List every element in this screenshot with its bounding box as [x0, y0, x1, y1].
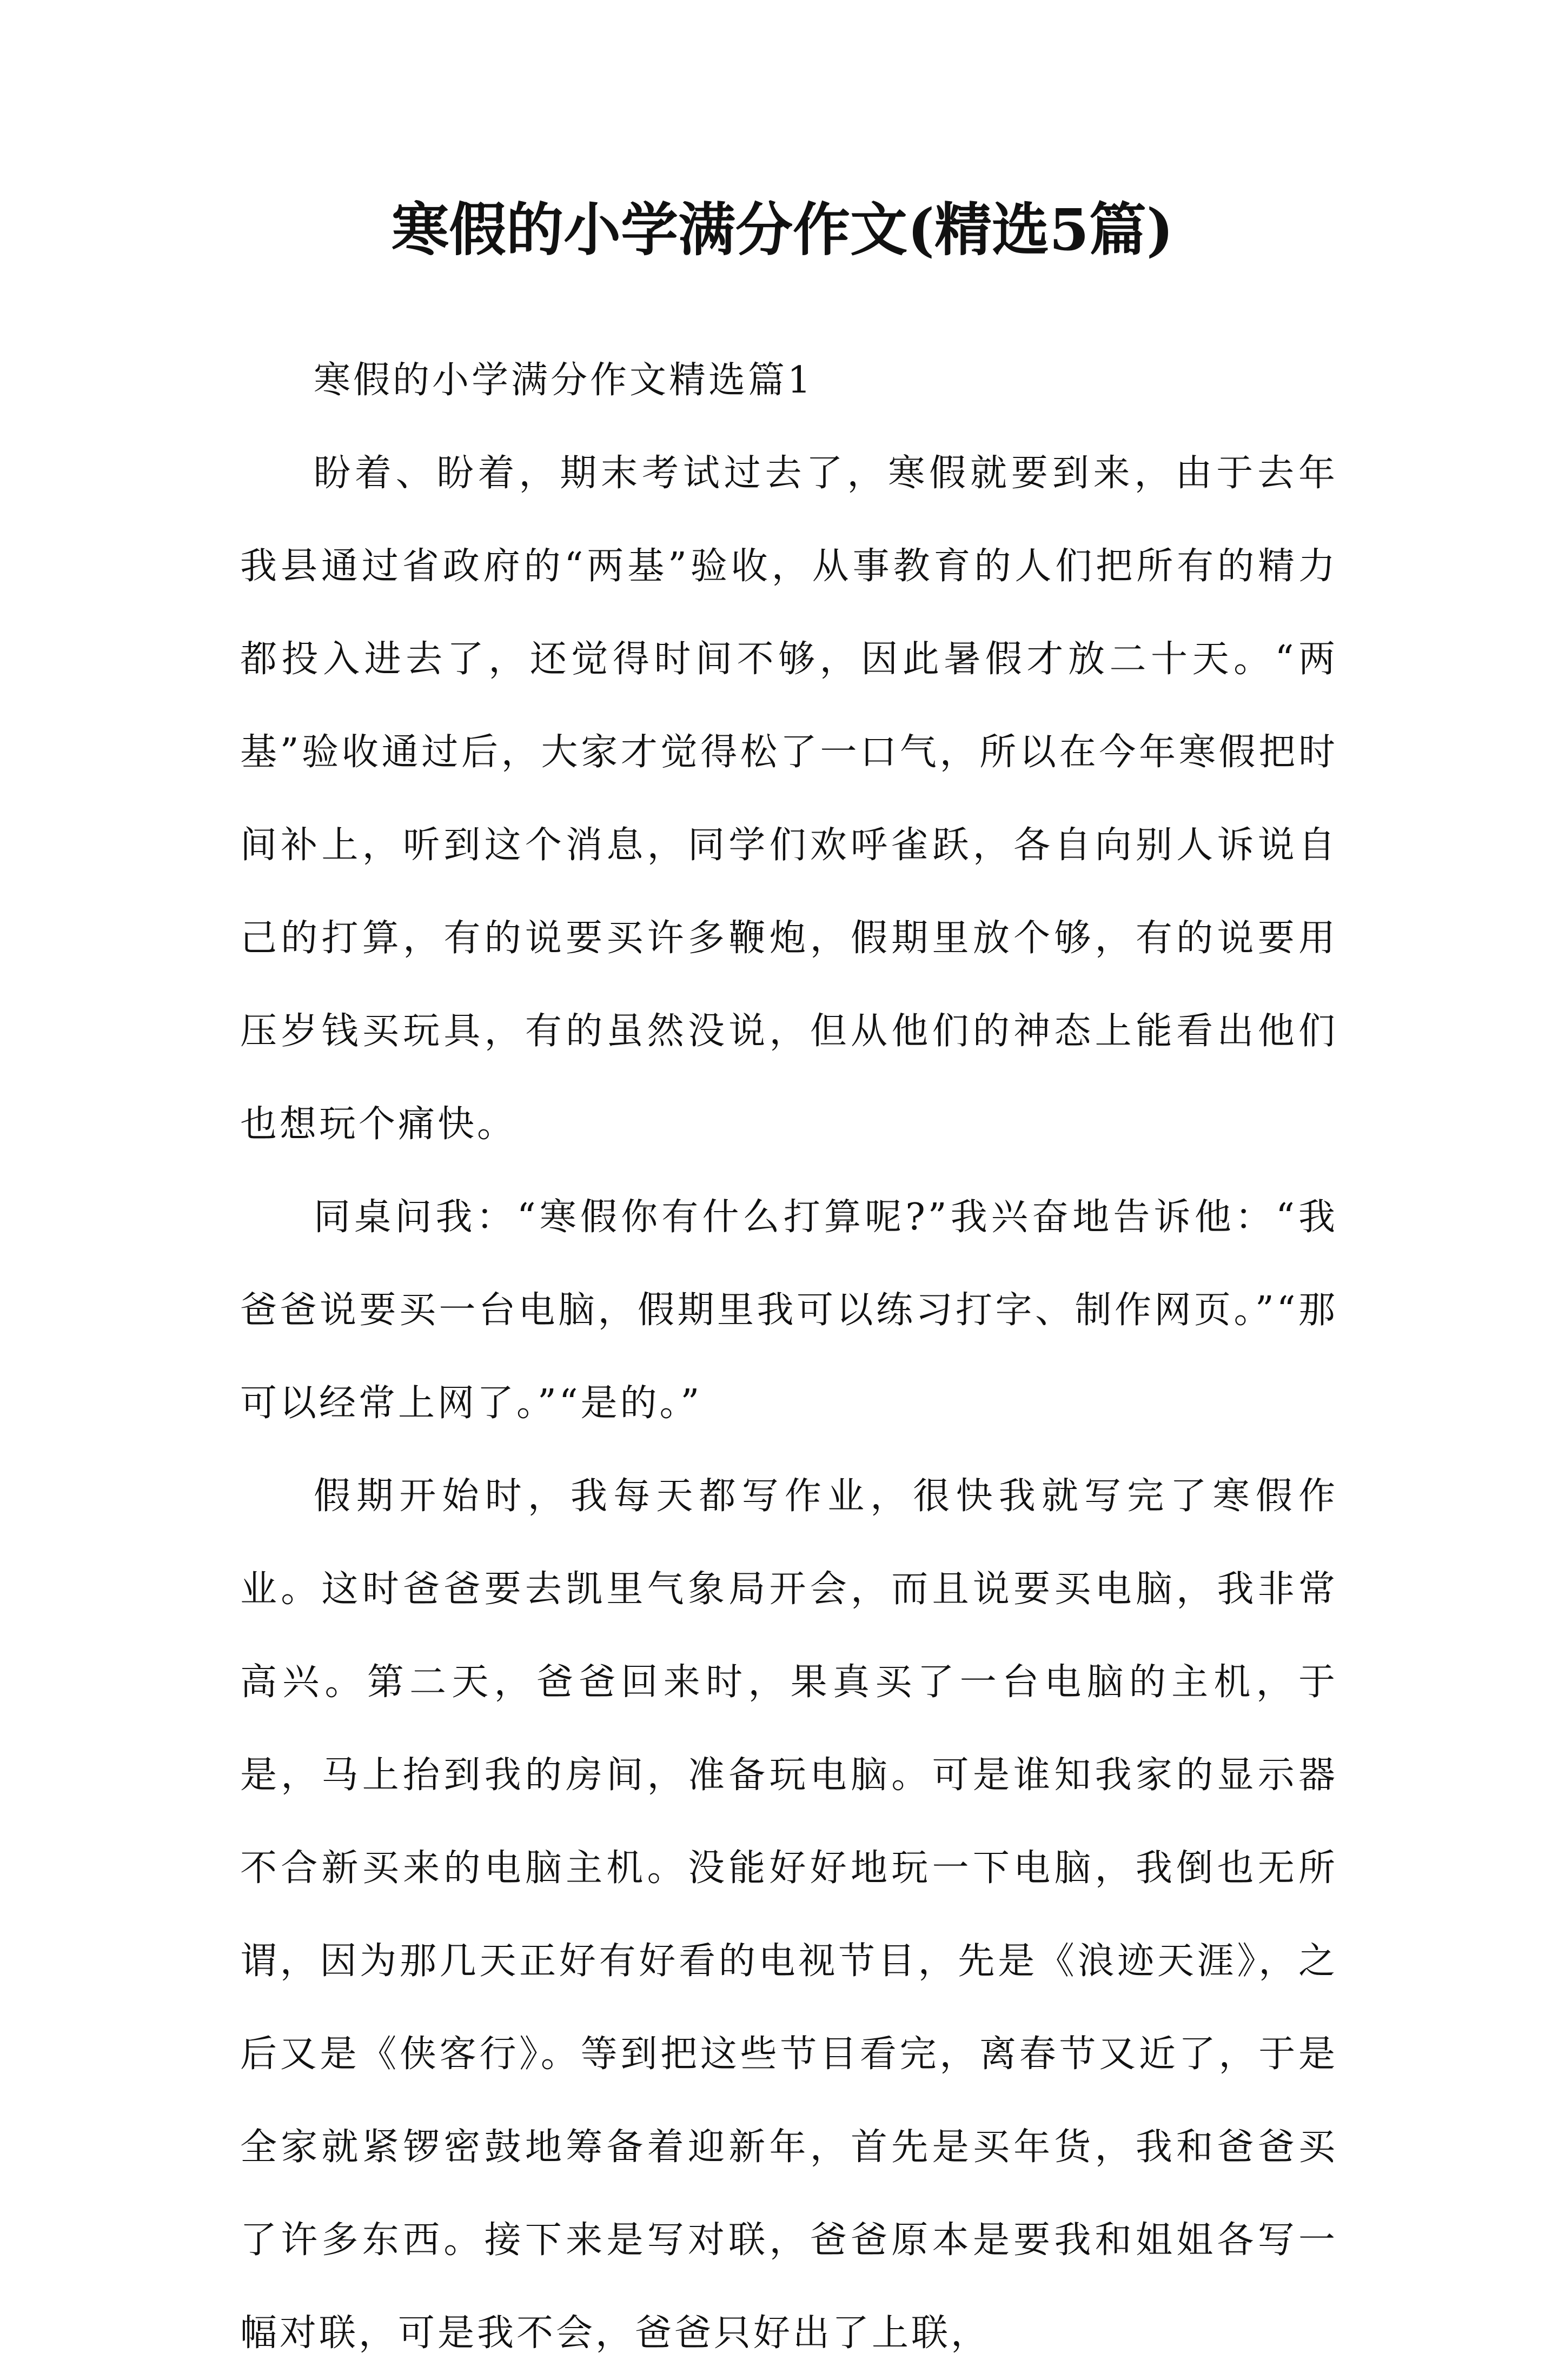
document-title: 寒假的小学满分作文(精选5篇) — [391, 196, 1174, 263]
paragraph: 盼着、盼着，期末考试过去了，寒假就要到来，由于去年我县通过省政府的“两基”验收，从事教育的人们把所有的精力都投入进去了，还觉得时间不够，因此暑假才放二十天。“两基”验收通过后，大家才觉得松了一口气，所以在今年寒假把时间补上，听到这个消息，同学们欢呼雀跃，各自向别人诉说自己的打算，有的说要买许多鞭炮，假期里放个够，有的说要用压岁钱买玩具，有的虽然没说，但从他们的神态上能看出他们也想玩个痛快。 — [240, 452, 1338, 1146]
paragraph: 同桌问我：“寒假你有什么打算呢?”我兴奋地告诉他：“我爸爸说要买一台电脑，假期里我可以练习打字、制作网页。”“那可以经常上网了。”“是的。” — [240, 1196, 1338, 1425]
paragraph: 假期开始时，我每天都写作业，很快我就写完了寒假作业。这时爸爸要去凯里气象局开会，而且说要买电脑，我非常高兴。第二天，爸爸回来时，果真买了一台电脑的主机，于是，马上抬到我的房间，准备玩电脑。可是谁知我家的显示器不合新买来的电脑主机。没能好好地玩一下电脑，我倒也无所谓，因为那几天正好有好看的电视节目，先是《浪迹天涯》，之后又是《侠客行》。等到把这些节目看完，离春节又近了，于是全家就紧锣密鼓地筹备着迎新年，首先是买年货，我和爸爸买了许多东西。接下来是写对联，爸爸原本是要我和姐姐各写一幅对联，可是我不会，爸爸只好出了上联， — [240, 1475, 1338, 2355]
section-heading: 寒假的小学满分作文精选篇1 — [314, 359, 814, 402]
document-body — [240, 334, 1338, 2380]
